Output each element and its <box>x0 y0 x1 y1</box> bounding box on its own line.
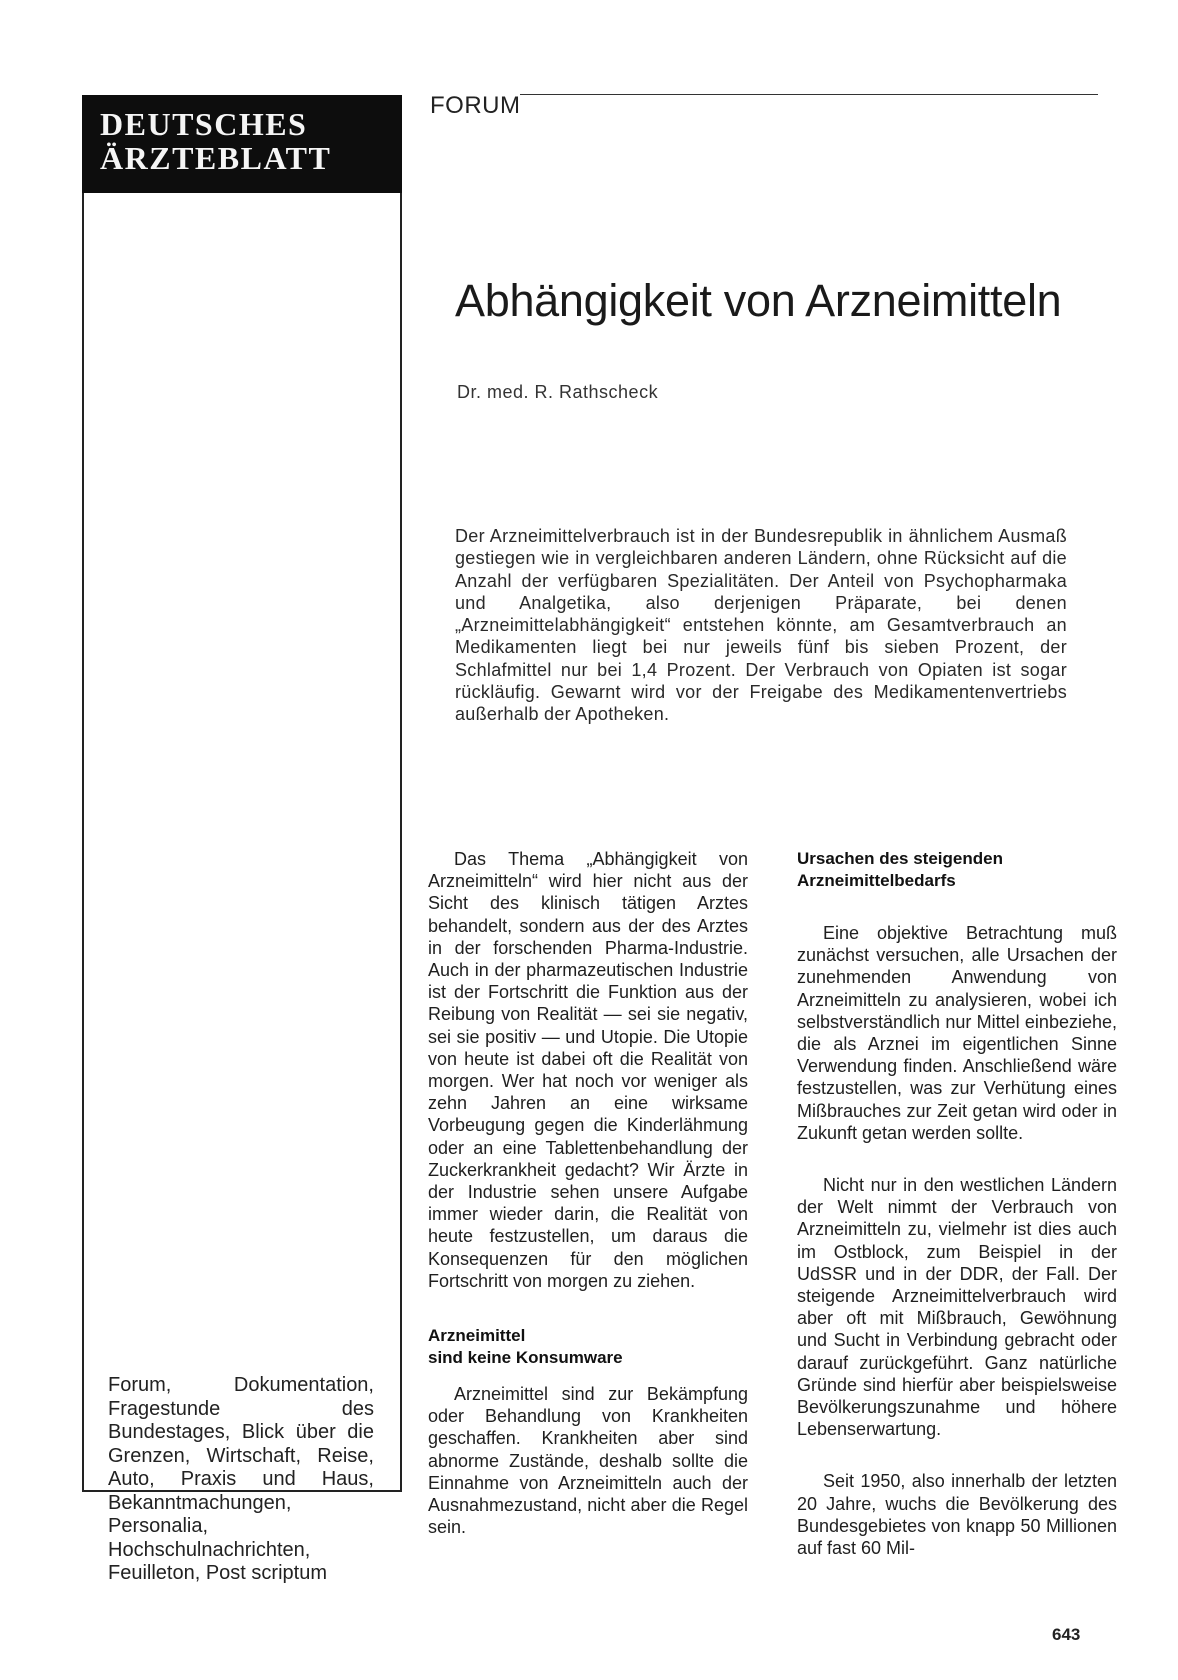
paragraph: Arzneimittel sind zur Bekämpfung oder Behandlung von Krankheiten geschaffen. Krankheiten aber sind abnorme Zustände, deshalb sollte die Einnahme von Arzneimitteln auch der Ausnahmezustand, nicht aber die Regel sein. <box>428 1384 748 1538</box>
masthead-line-2: ÄRZTEBLATT <box>100 140 332 176</box>
heading-line: Ursachen des steigenden <box>797 849 1003 868</box>
author-byline: Dr. med. R. Rathscheck <box>457 382 659 402</box>
issue-contents-list: Forum, Dokumentation, Fragestunde des Bundestages, Blick über die Grenzen, Wirtschaft, Reise, Auto, Praxis und Haus, Bekanntmachungen, Personalia, Hochschulnachrichten, Feuilleton, Post scriptum <box>108 1374 374 1584</box>
masthead-line-1: DEUTSCHES <box>100 106 308 142</box>
section-heading <box>797 848 1117 892</box>
header-rule <box>520 94 1098 95</box>
page-number: 643 <box>1052 1625 1081 1644</box>
heading-line: Arzneimittel <box>428 1326 526 1346</box>
article-title: Abhängigkeit von Arzneimitteln <box>455 275 1062 327</box>
paragraph: Das Thema „Abhängigkeit von Arzneimitteln“ wird hier nicht aus der Sicht des klinisch tätigen Arztes behandelt, sondern aus der des Arztes in der forschenden Pharma-Industrie. Auch in der pharmazeutischen Industrie ist der Fortschritt die Funktion aus der Reibung von Realität — sei sie negativ, sei sie positiv — und Utopie. Die Utopie von heute ist dabei oft die Realität von morgen. Wer hat noch vor weniger als zehn Jahren an eine wirksame Vorbeugung gegen die Kinderlähmung oder an eine Tablettenbehandlung der Zuckerkrankheit gedacht? Wir Ärzte in der Industrie sehen unsere Aufgabe immer wieder darin, die Realität von heute festzustellen, um daraus die Konsequenzen für den möglichen Fortschritt von morgen zu ziehen. <box>428 849 748 1291</box>
heading-line: Arzneimittelbedarfs <box>797 871 956 890</box>
sidebar-frame <box>82 95 402 1492</box>
paragraph: Nicht nur in den westlichen Ländern der Welt nimmt der Verbrauch von Arzneimitteln zu, vielmehr ist dies auch im Ostblock, zum Beispiel in der UdSSR und in der DDR, der Fall. Der steigende Arzneimittelverbrauch wird aber oft mit Mißbrauch, Gewöhnung und Sucht in Verbindung gebracht oder darauf zurückgeführt. Ganz natürliche Gründe sind hierfür aber beispielsweise Bevölkerungszunahme und höhere Lebenserwartung. <box>797 1175 1117 1440</box>
paragraph: Eine objektive Betrachtung muß zunächst versuchen, alle Ursachen der zunehmenden Anwendung von Arzneimitteln zu analysieren, wobei ich selbstverständlich nur Mittel einbeziehe, die als Arznei im eigentlichen Sinne Verwendung finden. Anschließend wäre festzustellen, was zur Verhütung eines Mißbrauches zur Zeit getan wird oder in Zukunft getan werden sollte. <box>797 923 1117 1143</box>
heading-line: sind keine Konsumware <box>428 1348 623 1368</box>
section-heading <box>428 1325 748 1369</box>
body-column-1 <box>428 848 748 1538</box>
journal-masthead <box>82 95 402 193</box>
body-column-2 <box>797 848 1117 1559</box>
paragraph: Seit 1950, also innerhalb der letzten 20 Jahre, wuchs die Bevölkerung des Bundesgebietes von knapp 50 Millionen auf fast 60 Mil- <box>797 1471 1117 1559</box>
section-label: FORUM <box>430 92 521 119</box>
article-abstract: Der Arzneimittelverbrauch ist in der Bundesrepublik in ähnlichem Ausmaß gestiegen wie in vergleichbaren anderen Ländern, ohne Rücksicht auf die Anzahl der verfügbaren Spezialitäten. Der Anteil von Psychopharmaka und Analgetika, also derjenigen Präparate, bei denen „Arzneimittelabhängigkeit“ entstehen könnte, am Gesamtverbrauch an Medikamenten liegt bei nur jeweils fünf bis sieben Prozent, der Schlafmittel nur bei 1,4 Prozent. Der Verbrauch von Opiaten ist sogar rückläufig. Gewarnt wird vor der Freigabe des Medikamentenvertriebs außerhalb der Apotheken. <box>455 526 1067 725</box>
